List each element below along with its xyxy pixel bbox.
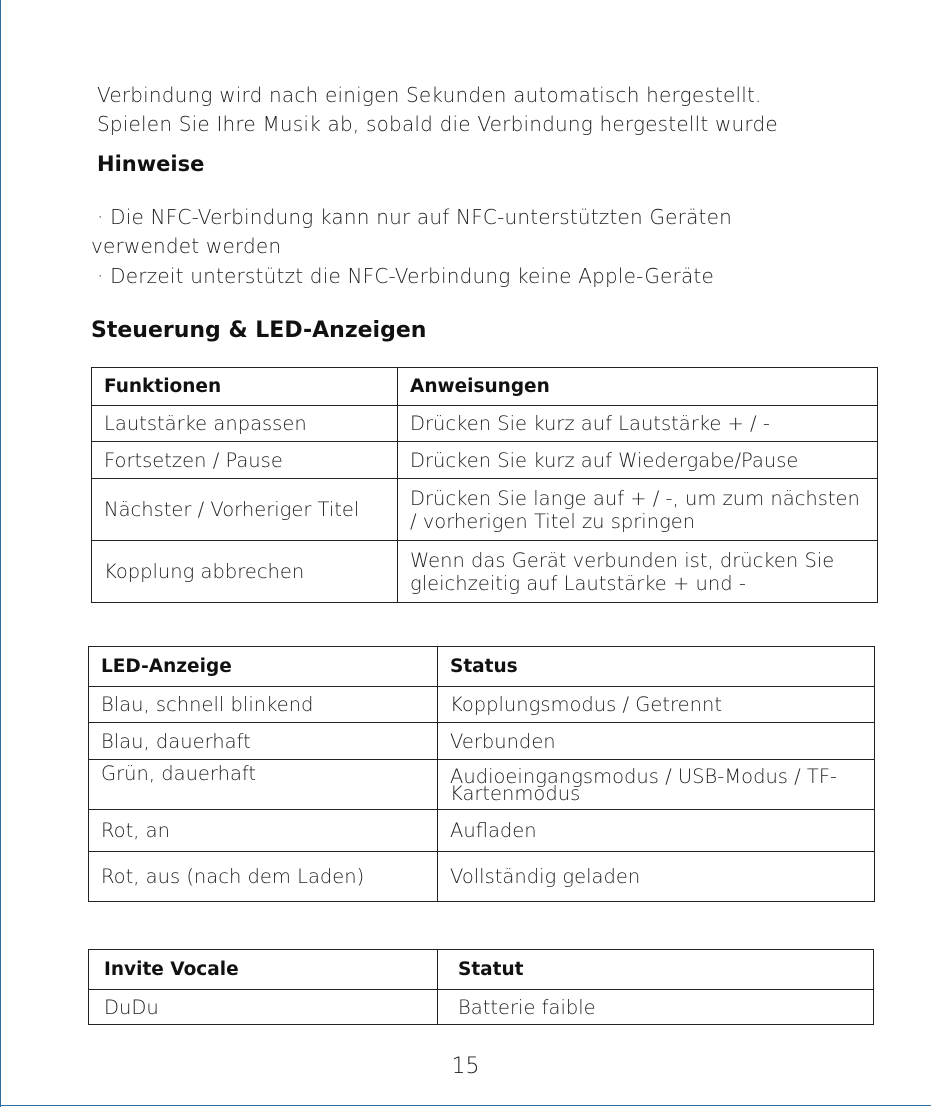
intro-line-2: Spielen Sie Ihre Musik ab, sobald die Verbindung hergestellt wurde <box>97 112 778 136</box>
notes-heading: Hinweise <box>97 152 205 176</box>
voice-prompt-table <box>88 949 874 1025</box>
status-cell: Vollständig geladen <box>438 852 875 902</box>
table-row <box>92 406 878 442</box>
function-cell: Lautstärke anpassen <box>92 406 398 442</box>
table-row <box>89 990 874 1025</box>
note-bullet-2: · Derzeit unterstützt die NFC-Verbindung keine Apple-Geräte <box>97 264 714 288</box>
table-row <box>89 760 875 810</box>
table-row <box>89 687 875 723</box>
column-header-led: LED-Anzeige <box>89 647 438 687</box>
state-cell: Batterie faible <box>438 990 874 1025</box>
led-cell: Blau, schnell blinkend <box>89 687 438 723</box>
table-row <box>92 479 878 541</box>
column-header-state: Statut <box>438 950 874 990</box>
instruction-cell: Wenn das Gerät verbunden ist, drücken Sie gleichzeitig auf Lautstärke + und - <box>398 541 878 603</box>
led-table <box>88 646 875 902</box>
page-bottom-border <box>0 1105 931 1106</box>
led-cell: Blau, dauerhaft <box>89 723 438 760</box>
table-row <box>89 723 875 760</box>
function-cell: Kopplung abbrechen <box>92 541 398 603</box>
status-cell: Kopplungsmodus / Getrennt <box>438 687 875 723</box>
note-bullet-1-line-2: verwendet werden <box>91 234 282 258</box>
status-cell: Audioeingangsmodus / USB-Modus / TF-Kartenmodus <box>438 760 875 810</box>
led-cell: Grün, dauerhaft <box>89 760 438 810</box>
led-cell: Rot, an <box>89 810 438 852</box>
instruction-cell: Drücken Sie kurz auf Lautstärke + / - <box>398 406 878 442</box>
status-cell: Verbunden <box>438 723 875 760</box>
column-header-functions: Funktionen <box>92 368 398 406</box>
function-cell: Nächster / Vorheriger Titel <box>92 479 398 541</box>
voice-prompt-cell: DuDu <box>89 990 438 1025</box>
table-row <box>92 442 878 479</box>
led-cell: Rot, aus (nach dem Laden) <box>89 852 438 902</box>
controls-heading: Steuerung & LED-Anzeigen <box>91 318 427 343</box>
note-bullet-1-line-1: · Die NFC-Verbindung kann nur auf NFC-unterstützten Geräten <box>97 205 732 229</box>
table-header-row <box>89 647 875 687</box>
table-row <box>89 810 875 852</box>
column-header-instructions: Anweisungen <box>398 368 878 406</box>
column-header-voice-prompt: Invite Vocale <box>89 950 438 990</box>
controls-table <box>91 367 878 603</box>
function-cell: Fortsetzen / Pause <box>92 442 398 479</box>
status-cell: Aufladen <box>438 810 875 852</box>
table-header-row <box>92 368 878 406</box>
intro-line-1: Verbindung wird nach einigen Sekunden automatisch hergestellt. <box>97 83 762 107</box>
table-header-row <box>89 950 874 990</box>
table-row <box>89 852 875 902</box>
instruction-cell: Drücken Sie kurz auf Wiedergabe/Pause <box>398 442 878 479</box>
table-row <box>92 541 878 603</box>
column-header-status: Status <box>438 647 875 687</box>
instruction-cell: Drücken Sie lange auf + / -, um zum nächsten / vorherigen Titel zu springen <box>398 479 878 541</box>
page-left-border <box>0 0 1 1107</box>
page-number: 15 <box>451 1054 480 1079</box>
